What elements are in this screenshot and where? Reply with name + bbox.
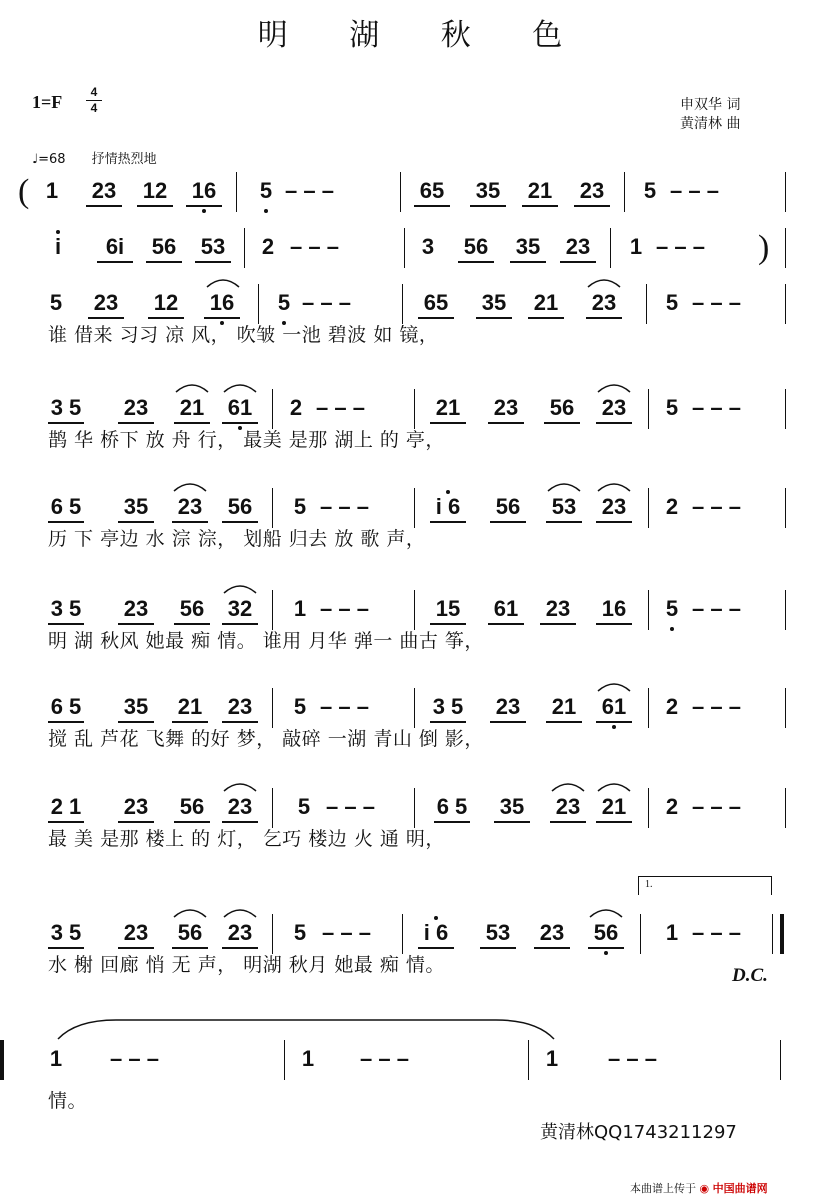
slur-mark [222, 381, 258, 393]
barline [785, 590, 786, 630]
dash-sustain: – – – [290, 234, 339, 259]
barline [272, 688, 273, 728]
barline [272, 788, 273, 828]
meter-bottom: 4 [90, 101, 98, 115]
note: 23 [118, 793, 154, 823]
note: 23 [490, 693, 526, 723]
note: 53 [195, 233, 231, 263]
lyricist: 申双华 词 [680, 97, 741, 113]
note: 23 [88, 289, 124, 319]
barline [258, 284, 259, 324]
barline [272, 389, 273, 429]
barline [624, 172, 625, 212]
note: 61 [596, 693, 632, 723]
first-ending-bracket [638, 876, 772, 895]
barline [610, 228, 611, 268]
barline [640, 914, 641, 954]
da-capo-mark: D.C. [732, 965, 768, 986]
barline [785, 688, 786, 728]
note: 3 5 [48, 919, 84, 949]
lyric-line: 最 美 是那 楼上 的 灯， 乞巧 楼边 火 通 明， [48, 828, 445, 850]
note: 35 [494, 793, 530, 823]
note: 5 [293, 694, 307, 719]
note: 6 5 [48, 693, 84, 723]
dash-sustain: – – – [692, 694, 741, 719]
note: 5 [643, 178, 657, 203]
dash-sustain: – – – [692, 494, 741, 519]
octave-dot [264, 209, 268, 213]
barline [414, 688, 415, 728]
note: 23 [222, 919, 258, 949]
note: 65 [418, 289, 454, 319]
key-signature: 1=F [32, 92, 63, 112]
note: i [50, 233, 66, 261]
slur-mark [172, 906, 208, 918]
slur-mark [222, 582, 258, 594]
note: 23 [118, 394, 154, 424]
note: 1 [665, 920, 679, 945]
note: i 6 [418, 919, 454, 949]
note: 23 [172, 493, 208, 523]
credits [680, 96, 740, 134]
octave-dot [202, 209, 206, 213]
dash-sustain: – – – [320, 494, 369, 519]
dash-sustain: – – – [692, 794, 741, 819]
note: 3 5 [430, 693, 466, 723]
time-signature [86, 86, 102, 115]
note: 56 [174, 793, 210, 823]
octave-dot [56, 230, 60, 234]
note: 21 [174, 394, 210, 424]
note: 2 [665, 794, 679, 819]
dash-sustain: – – – [656, 234, 705, 259]
barline [648, 488, 649, 528]
barline [400, 172, 401, 212]
barline [785, 389, 786, 429]
barline [272, 590, 273, 630]
source-text: 本曲谱上传于 [630, 1182, 696, 1195]
barline [785, 488, 786, 528]
note: 23 [560, 233, 596, 263]
note: 23 [222, 693, 258, 723]
note: 21 [528, 289, 564, 319]
dash-sustain: – – – [285, 178, 334, 203]
dash-sustain: – – – [316, 395, 365, 420]
dash-sustain: – – – [692, 596, 741, 621]
note: 23 [86, 177, 122, 207]
note: 3 [421, 234, 435, 259]
dash-sustain: – – – [110, 1046, 159, 1071]
lyric-line: 谁 借来 习习 凉 风， 吹皱 一池 碧波 如 镜， [48, 324, 439, 346]
note: 2 [665, 494, 679, 519]
barline [414, 590, 415, 630]
note: 2 [289, 395, 303, 420]
note: 23 [574, 177, 610, 207]
note: 1 [301, 1046, 315, 1071]
note: 35 [118, 693, 154, 723]
note: 5 [293, 920, 307, 945]
note: 16 [186, 177, 222, 207]
note: 3 5 [48, 595, 84, 625]
repeat-close-paren: ) [758, 229, 770, 266]
composer: 黄清林 曲 [680, 116, 741, 132]
barline [414, 389, 415, 429]
barline [648, 688, 649, 728]
note: 5 [664, 595, 680, 623]
note: 6 5 [434, 793, 470, 823]
dash-sustain: – – – [326, 794, 375, 819]
dash-sustain: – – – [692, 290, 741, 315]
note: 3 5 [48, 394, 84, 424]
octave-dot [670, 627, 674, 631]
note: 56 [458, 233, 494, 263]
site-logo-icon: ◉ [699, 1182, 710, 1195]
source-footer [630, 1180, 768, 1196]
barline [414, 488, 415, 528]
slur-mark [174, 381, 210, 393]
barline [785, 788, 786, 828]
note: 21 [522, 177, 558, 207]
slur-mark [588, 906, 624, 918]
note: 53 [480, 919, 516, 949]
lyric-line: 搅 乱 芦花 飞舞 的好 梦， 敲碎 一湖 青山 倒 影， [48, 728, 484, 750]
score-title: 明 湖 秋 色 [257, 18, 589, 53]
lyric-line: 情。 [48, 1090, 88, 1112]
note: 5 [297, 794, 311, 819]
tempo-value: ♩=68 [32, 152, 66, 167]
note: 65 [414, 177, 450, 207]
note: 23 [596, 493, 632, 523]
note: 23 [540, 595, 576, 625]
note: 56 [222, 493, 258, 523]
note: 1 [45, 178, 59, 203]
copyright-text: 黄清林QQ1743211297 [540, 1122, 737, 1143]
barline [0, 1040, 4, 1080]
slur-mark [596, 680, 632, 692]
barline [772, 914, 773, 954]
site-name: 中国曲谱网 [712, 1182, 768, 1195]
barline [414, 788, 415, 828]
lyric-line: 鹊 华 桥下 放 舟 行， 最美 是那 湖上 的 亭， [48, 429, 445, 451]
note: 1 [293, 596, 307, 621]
note: 61 [488, 595, 524, 625]
note: 21 [546, 693, 582, 723]
slur-mark [596, 780, 632, 792]
lyric-line: 水 榭 回廊 悄 无 声， 明湖 秋月 她最 痴 情。 [48, 954, 445, 976]
note: 35 [118, 493, 154, 523]
dash-sustain: – – – [608, 1046, 657, 1071]
slur-mark [222, 780, 258, 792]
note: 5 [258, 177, 274, 205]
barline [244, 228, 245, 268]
note: 23 [550, 793, 586, 823]
note: 2 [261, 234, 275, 259]
note: 21 [430, 394, 466, 424]
note: 23 [596, 394, 632, 424]
note: 53 [546, 493, 582, 523]
note: 1 [545, 1046, 559, 1071]
note: 2 1 [48, 793, 84, 823]
note: 56 [544, 394, 580, 424]
note: 21 [596, 793, 632, 823]
barline [785, 228, 786, 268]
note: 56 [146, 233, 182, 263]
octave-dot [612, 725, 616, 729]
note: 5 [49, 290, 63, 315]
slur-mark [596, 480, 632, 492]
note: 12 [137, 177, 173, 207]
note: 6i [97, 233, 133, 263]
note: 21 [172, 693, 208, 723]
octave-dot [604, 951, 608, 955]
barline [236, 172, 237, 212]
barline [785, 284, 786, 324]
barline [780, 914, 784, 954]
barline [284, 1040, 285, 1080]
long-tie-mark [56, 1018, 556, 1040]
note: 23 [118, 919, 154, 949]
barline [648, 590, 649, 630]
barline [528, 1040, 529, 1080]
slur-mark [586, 276, 622, 288]
note: 5 [665, 395, 679, 420]
note: 6 5 [48, 493, 84, 523]
octave-dot [446, 490, 450, 494]
barline [780, 1040, 781, 1080]
note: 1 [629, 234, 643, 259]
dash-sustain: – – – [320, 694, 369, 719]
note: 16 [204, 289, 240, 319]
note: 5 [665, 290, 679, 315]
barline [272, 914, 273, 954]
note: 12 [148, 289, 184, 319]
note: 5 [293, 494, 307, 519]
note: 15 [430, 595, 466, 625]
barline [272, 488, 273, 528]
lyric-line: 明 湖 秋风 她最 痴 情。 谁用 月华 弹一 曲古 筝， [48, 630, 484, 652]
note: 35 [476, 289, 512, 319]
barline [402, 284, 403, 324]
note: 23 [534, 919, 570, 949]
note: 35 [510, 233, 546, 263]
mood-marking: 抒情热烈地 [91, 152, 157, 167]
note: 2 [665, 694, 679, 719]
slur-mark [546, 480, 582, 492]
note: 56 [172, 919, 208, 949]
note: 56 [174, 595, 210, 625]
dash-sustain: – – – [670, 178, 719, 203]
note: 35 [470, 177, 506, 207]
volta-label: 1. [645, 879, 653, 890]
dash-sustain: – – – [360, 1046, 409, 1071]
note: i 6 [430, 493, 466, 523]
note: 1 [49, 1046, 63, 1071]
dash-sustain: – – – [692, 920, 741, 945]
barline [646, 284, 647, 324]
note: 23 [222, 793, 258, 823]
barline [402, 914, 403, 954]
dash-sustain: – – – [322, 920, 371, 945]
note: 56 [490, 493, 526, 523]
note: 23 [586, 289, 622, 319]
note: 16 [596, 595, 632, 625]
note: 32 [222, 595, 258, 625]
tempo-marking [32, 148, 157, 167]
note: 61 [222, 394, 258, 424]
barline [404, 228, 405, 268]
barline [785, 172, 786, 212]
barline [648, 389, 649, 429]
repeat-open-paren: ( [18, 173, 30, 210]
octave-dot [434, 916, 438, 920]
note: 23 [118, 595, 154, 625]
dash-sustain: – – – [692, 395, 741, 420]
slur-mark [596, 381, 632, 393]
lyric-line: 历 下 亭边 水 淙 淙， 划船 归去 放 歌 声， [48, 528, 426, 550]
note: 56 [588, 919, 624, 949]
dash-sustain: – – – [302, 290, 351, 315]
barline [648, 788, 649, 828]
slur-mark [222, 906, 258, 918]
note: 5 [276, 289, 292, 317]
dash-sustain: – – – [320, 596, 369, 621]
slur-mark [550, 780, 586, 792]
slur-mark [172, 480, 208, 492]
note: 23 [488, 394, 524, 424]
meter-top: 4 [90, 85, 98, 99]
slur-mark [205, 276, 241, 288]
